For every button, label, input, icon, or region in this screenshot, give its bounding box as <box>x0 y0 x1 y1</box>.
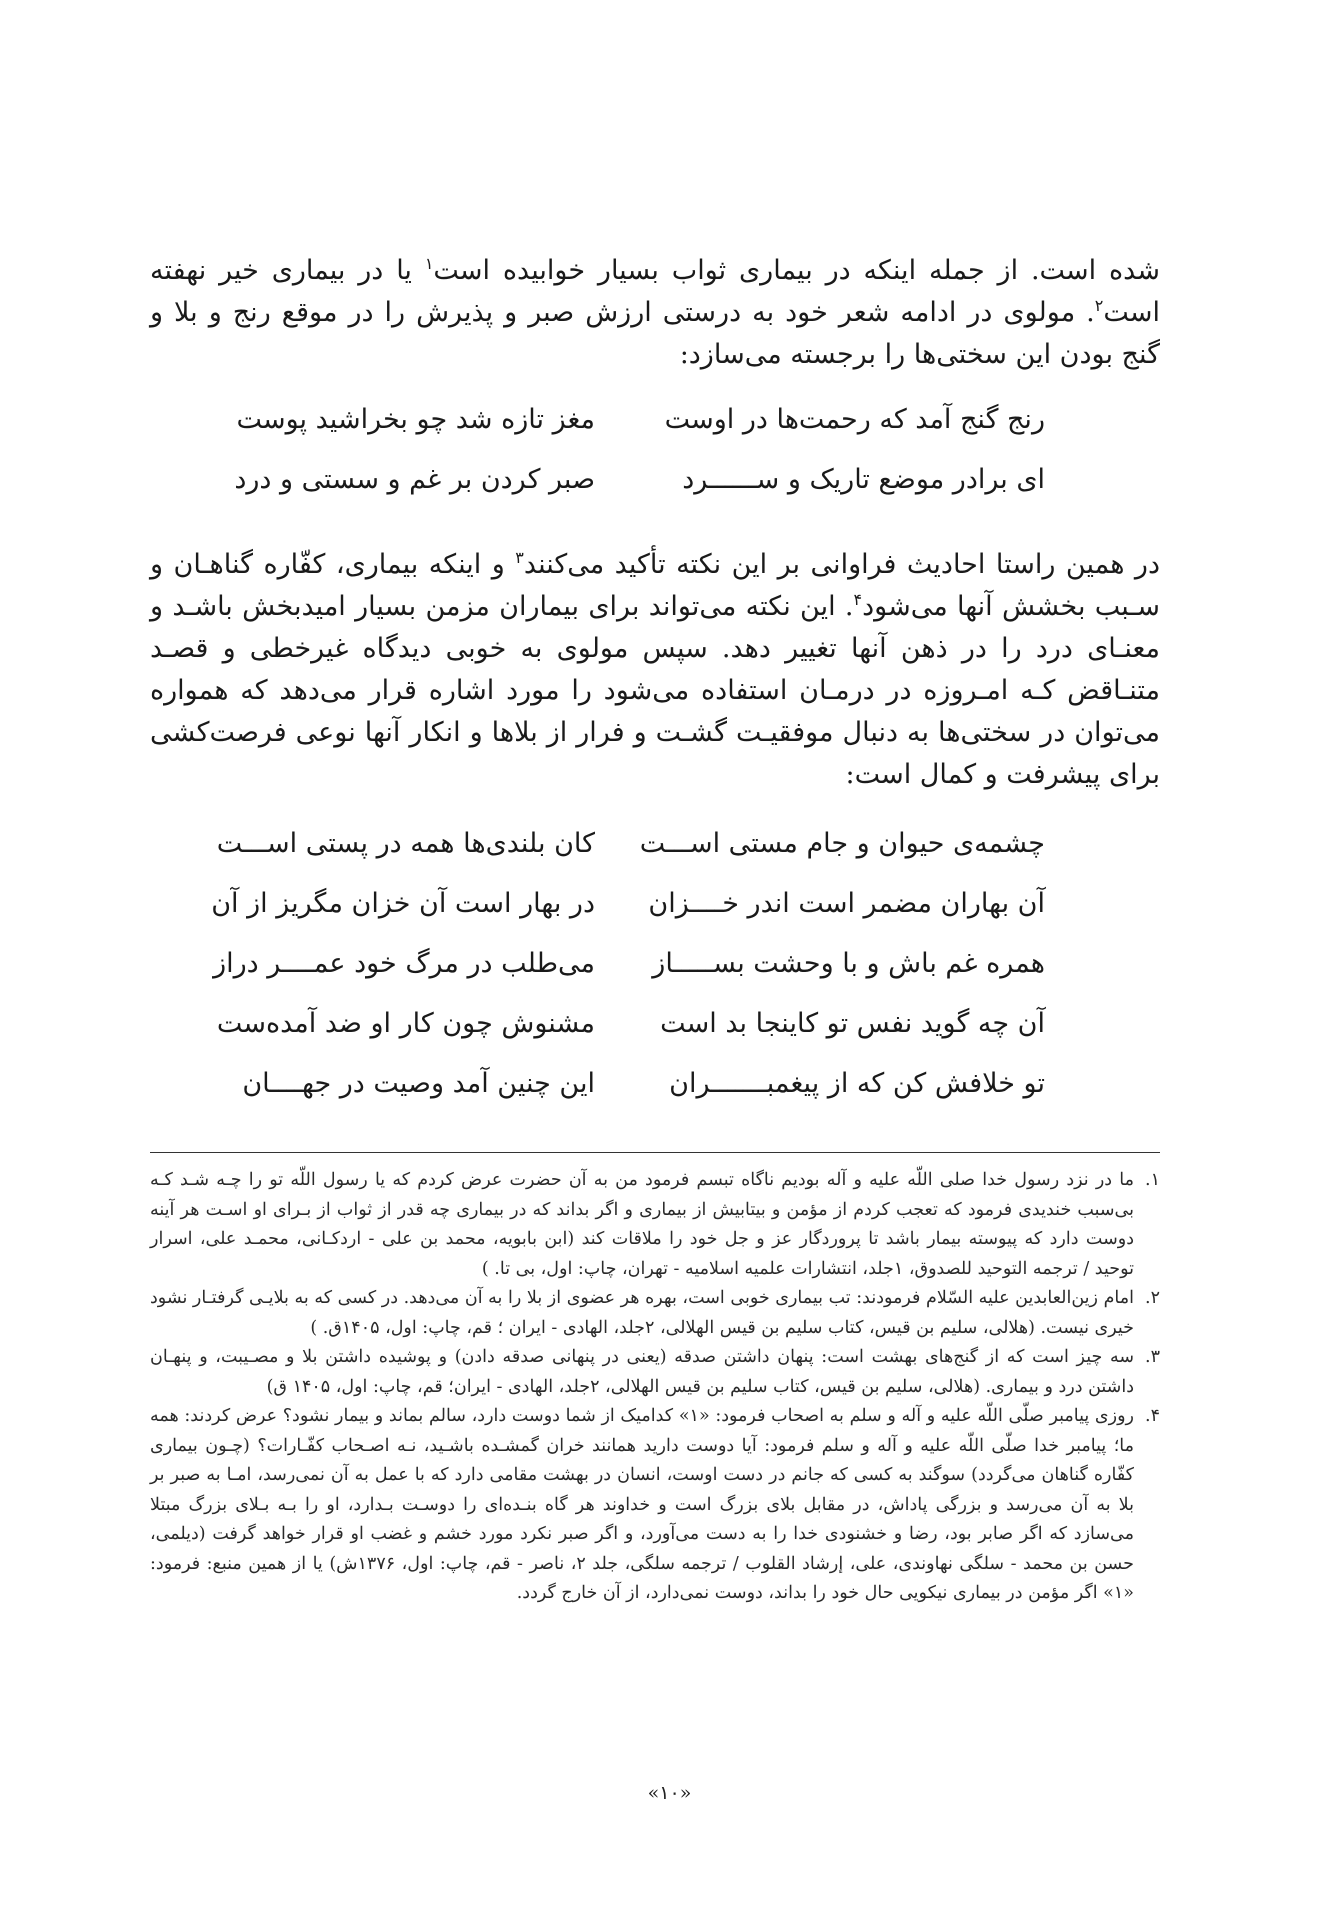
verse-line <box>216 994 1045 1054</box>
footnote-number: ۲. <box>1145 1288 1160 1308</box>
verse-block-2 <box>211 814 1045 1114</box>
paragraph-2-text-c: . این نکته می‌تواند برای بیماران مزمن بسیار امیدبخش باشـد و معنـای درد را در ذهن آنها تغییر دهد. سپس مولوی به خوبی دیدگاه غیرخطی و قصـد متنـاقض کـه امـروزه در درمـان استفاده می‌شود را مورد اشاره قرار می‌دهد که همواره می‌توان در سختی‌ها به دنبال موفقیـت گشـت و فرار از بلاها و انکار آنها نوعی فرصت‌کشی برای پیشرفت و کمال است: <box>150 591 1160 790</box>
footnote-4 <box>150 1402 1160 1609</box>
footnote-ref-1[interactable]: ۱ <box>424 254 434 273</box>
footnote-text: سه چیز است که از گنج‌های بهشت است: پنهان داشتن صدقه (یعنی در پنهانی صدقه دادن) و پوشیده داشتن بلا و مصـیبت، و پنهـان داشتن درد و بیماری. (هلالی، سلیم بن قیس، کتاب سلیم بن قیس الهلالی، ۲جلد، الهادی - ایران؛ قم، چاپ: اول، ۱۴۰۵ ق) <box>150 1347 1134 1397</box>
hemistich-left: می‌طلب در مرگ خود عمــــر دراز <box>213 948 595 979</box>
footnote-ref-3[interactable]: ۳ <box>515 548 524 567</box>
verse-line <box>225 390 1045 450</box>
footnote-text: ما در نزد رسول خدا صلی اللّه علیه و آله بودیم ناگاه تبسم فرمود من به آن حضرت عرض کردم که یا رسول اللّه تو را چـه شـد کـه بی‌سبب خندیدی فرمود که تعجب کردم از مؤمن و بیتابیش از بیماری و اگر بداند که در بیماری چه قدر از ثواب از بـرای او اسـت هر آینه دوست دارد که پیوسته بیمار باشد تا پروردگار عز و جل خود را ملاقات کند (ابن بابویه، محمد بن علی - اردکـانی، محمـد علی، اسرار توحید / ترجمه التوحید للصدوق، ۱جلد، انتشارات علمیه اسلامیه - تهران، چاپ: اول، بی تا. ) <box>150 1170 1134 1279</box>
hemistich-right: آن بهاران مضمر است اندر خــــزان <box>648 888 1045 919</box>
hemistich-right: چشمه‌ی حیوان و جام مستی اســـت <box>639 828 1045 859</box>
hemistich-left: در بهار است آن خزان مگریز از آن <box>211 888 595 919</box>
footnote-number: ۳. <box>1145 1347 1160 1367</box>
hemistich-left: این چنین آمد وصیت در جهــــان <box>242 1068 595 1099</box>
hemistich-right: رنج گنج آمد که رحمت‌ها در اوست <box>664 404 1045 435</box>
footnote-3 <box>150 1343 1160 1402</box>
footnotes <box>150 1166 1160 1609</box>
verse-line <box>211 874 1045 934</box>
verse-line <box>216 814 1045 874</box>
hemistich-right: تو خلافش کن که از پیغمبـــــــران <box>669 1068 1045 1099</box>
paragraph-2-text-a: در همین راستا احادیث فراوانی بر این نکته تأکید می‌کنند <box>523 549 1160 580</box>
hemistich-left: صبر کردن بر غم و سستی و درد <box>234 464 595 495</box>
hemistich-right: ای برادر موضع تاریک و ســــــرد <box>682 464 1045 495</box>
footnote-number: ۱. <box>1145 1170 1160 1190</box>
paragraph-1-text-b: یا در بیماری خیر نهفته است <box>150 255 1160 328</box>
footnote-1 <box>150 1166 1160 1284</box>
paragraph-2 <box>150 544 1160 796</box>
footnote-divider <box>150 1152 1160 1153</box>
verse-line <box>225 1054 1045 1114</box>
hemistich-right: همره غم باش و با وحشت بســـــاز <box>652 948 1045 979</box>
verse-line <box>225 450 1045 510</box>
footnote-number: ۴. <box>1145 1406 1160 1426</box>
main-text <box>150 250 1160 1138</box>
footnote-ref-2[interactable]: ۲ <box>1094 296 1104 315</box>
footnote-text: امام زین‌العابدین علیه السّلام فرمودند: تب بیماری خوبی است، بهره هر عضوی از بلا را به آن می‌دهد. در کسی که به بلایـی گرفتـار نشود خیری نیست. (هلالی، سلیم بن قیس، کتاب سلیم بن قیس الهلالی، ۲جلد، الهادی - ایران ؛ قم، چاپ: اول، ۱۴۰۵ق. ) <box>150 1288 1134 1338</box>
paragraph-1-text-a: شده است. از جمله اینکه در بیماری ثواب بسیار خوابیده است <box>433 255 1160 286</box>
paragraph-1-text-c: . مولوی در ادامه شعر خود به درستی ارزش صبر و پذیرش را در موقع رنج و بلا و گنج بودن این سختی‌ها را برجسته می‌سازد: <box>150 297 1160 370</box>
paragraph-2-text-b: و اینکه بیماری، کفّاره گناهـان و سـبب بخشش آنها می‌شود <box>150 549 1160 622</box>
hemistich-left: مغز تازه شد چو بخراشید پوست <box>236 404 595 435</box>
paragraph-1 <box>150 250 1160 376</box>
hemistich-left: مشنوش چون کار او ضد آمده‌ست <box>216 1008 595 1039</box>
verse-line <box>213 934 1045 994</box>
page-number: «۱۰» <box>647 1782 692 1804</box>
footnote-ref-4[interactable]: ۴ <box>853 590 863 609</box>
footnote-2 <box>150 1284 1160 1343</box>
footnote-text: روزی پیامبر صلّی اللّه علیه و آله و سلم به اصحاب فرمود: «۱» کدامیک از شما دوست دارد، سالم بماند و بیمار نشود؟ عرض کردند: همه ما؛ پیامبر خدا صلّی اللّه علیه و آله و سلم فرمود: آیا دوست دارید همانند خران گمشـده باشـید، نـه اصـحاب کفّـارات؟ (چـون بیماری کفّاره گناهان می‌گردد) سوگند به کسی که جانم در دست اوست، انسان در بهشت مقامی دارد که با عمل به آن نمی‌رسد، امـا به صبر بر بلا به آن می‌رسد و بزرگی پاداش، در مقابل بلای بزرگ است و خداوند هر گاه بنـده‌ای را دوسـت بـدارد، او را بـه بـلای بزرگ مبتلا می‌سازد که اگر صابر بود، رضا و خشنودی خدا را به دست می‌آورد، و اگر صبر نکرد مورد خشم و غضب او قرار خواهد گرفت (دیلمی، حسن بن محمد - سلگی نهاوندی، علی، إرشاد القلوب / ترجمه سلگی، جلد ۲، ناصر - قم، چاپ: اول، ۱۳۷۶ش) یا از همین منبع: فرمود: «۱» اگر مؤمن در بیماری نیکویی حال خود را بداند، دوست نمی‌دارد، از آن خارج گردد. <box>150 1406 1134 1603</box>
hemistich-right: آن چه گوید نفس تو کاینجا بد است <box>660 1008 1045 1039</box>
hemistich-left: کان بلندی‌ها همه در پستی اســـت <box>216 828 595 859</box>
verse-block-1 <box>225 390 1045 510</box>
